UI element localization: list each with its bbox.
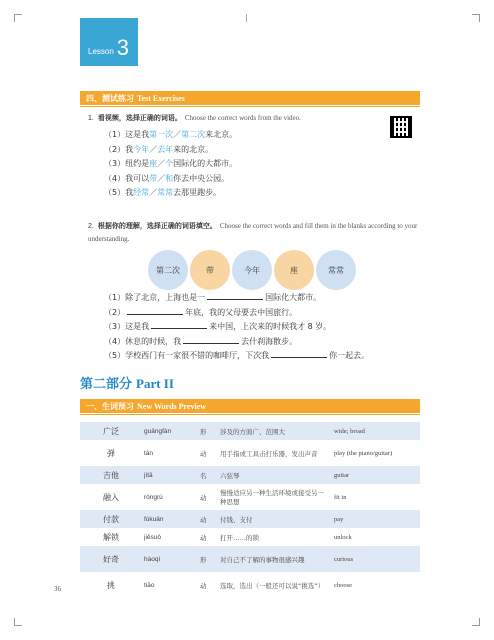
option-b[interactable]: 第二次	[181, 130, 206, 139]
vocab-definition: 涉及的方面广、范围大	[218, 422, 332, 440]
vocab-pos: 动	[200, 449, 207, 458]
vocab-pinyin: róngrù	[144, 493, 163, 501]
section-title-en: New Words Preview	[137, 401, 207, 411]
crop-mark-bottom-left	[14, 618, 22, 626]
crop-mark-bottom-right	[472, 618, 480, 626]
section-header-test-exercises	[80, 91, 420, 105]
section-title-cn: 四、测试练习	[86, 93, 134, 103]
vocab-english: curious	[332, 546, 420, 572]
option-b[interactable]: 常常	[157, 188, 174, 197]
vocab-english: unlock	[334, 533, 352, 541]
fill-blank[interactable]	[127, 307, 183, 315]
vocab-english: choose	[334, 581, 353, 589]
question-en: Choose the correct words and fill them in the blanks according to your understanding.	[88, 222, 418, 243]
question-cn: 根据你的理解，选择正确的词语填空。	[97, 222, 217, 230]
vocab-definition: 六弦琴	[218, 466, 332, 484]
vocab-definition: 慢慢适应另一种生活环境或接受另一种思想	[220, 489, 324, 506]
vocab-pinyin: guǎngfàn	[142, 422, 198, 440]
vocab-pinyin: tiāo	[144, 581, 155, 589]
vocab-english: wide; broad	[332, 422, 420, 440]
vocab-pinyin: tán	[144, 449, 154, 457]
list-item: （4）休息的时候，我 去什刹海散步。	[104, 336, 298, 346]
vocab-word: 好奇	[80, 546, 142, 572]
table-row	[80, 484, 420, 510]
vocab-english: guitar	[332, 466, 420, 484]
word-bank-item[interactable]: 第二次	[148, 250, 188, 290]
vocab-definition: 用手指或工具击打乐器，发出声音	[220, 449, 318, 458]
word-bank-item[interactable]: 座	[274, 250, 314, 290]
option-b[interactable]: 和	[165, 173, 174, 183]
fill-blank[interactable]	[271, 350, 327, 358]
fill-blank[interactable]	[207, 292, 263, 300]
vocab-pinyin: hàoqí	[142, 546, 198, 572]
question-1-title	[88, 112, 418, 125]
option-a[interactable]: 座	[149, 159, 158, 168]
question-2-title	[88, 220, 418, 245]
table-row	[80, 528, 420, 546]
table-row	[80, 572, 420, 598]
question-1-items	[104, 128, 237, 201]
question-en: Choose the correct words from the video.	[184, 114, 301, 122]
vocab-english: pay	[332, 510, 420, 528]
vocab-word: 弹	[107, 448, 115, 458]
vocab-pos: 动	[200, 493, 207, 502]
vocab-word: 广泛	[80, 422, 142, 440]
vocab-english: play (the piano/guitar)	[334, 449, 393, 457]
option-a[interactable]: 今年	[133, 144, 150, 154]
lesson-number: 3	[116, 35, 130, 60]
section-header-new-words	[80, 399, 420, 413]
vocab-pos: 动	[198, 510, 218, 528]
list-item: （5）学校西门有一家很不错的咖啡厅，下次我 你一起去。	[104, 351, 370, 360]
vocab-pos: 名	[198, 466, 218, 484]
question-number: 2.	[88, 223, 94, 230]
list-item: （1）这是我第一次／第二次来北京。	[104, 130, 238, 139]
lesson-word: Lesson	[88, 47, 114, 56]
table-row	[80, 440, 420, 466]
word-bank-item[interactable]: 常常	[316, 250, 356, 290]
vocab-definition: 对自己不了解的事物很感兴趣	[218, 546, 332, 572]
vocab-pinyin: fùkuǎn	[142, 510, 198, 528]
crop-mark-top-right	[472, 14, 480, 22]
vocab-word: 付款	[80, 510, 142, 528]
option-b[interactable]: 个	[165, 159, 174, 168]
page-number: 36	[54, 585, 61, 593]
vocab-word: 解锁	[103, 532, 119, 542]
part-title-en: Part II	[136, 376, 174, 391]
vocab-pos: 形	[198, 422, 218, 440]
word-bank-item[interactable]: 带	[190, 250, 230, 290]
table-row	[80, 422, 420, 440]
list-item: （5）我经常／常常去那里跑步。	[104, 188, 222, 197]
vocab-table	[80, 422, 420, 598]
vocab-pos: 形	[198, 546, 218, 572]
option-a[interactable]: 第一次	[149, 130, 174, 139]
vocab-word: 挑	[107, 580, 115, 590]
vocab-english: fit in	[334, 493, 347, 501]
option-a[interactable]: 带	[149, 173, 158, 183]
vocab-pinyin: jiěsuǒ	[144, 533, 161, 541]
vocab-pos: 动	[200, 581, 207, 590]
vocab-pinyin: jítā	[142, 466, 198, 484]
question-cn: 看视频，选择正确的词语。	[97, 114, 182, 122]
fill-blank[interactable]	[151, 321, 207, 329]
option-b[interactable]: 去年	[157, 144, 174, 154]
list-item: （2）我今年／去年来的北京。	[104, 144, 214, 154]
vocab-definition: 选取，选出（一般还可以说“挑选”）	[220, 581, 325, 590]
table-row	[80, 546, 420, 572]
crop-mark-center	[246, 14, 247, 22]
list-item: （3）纽约是座／个国际化的大都市。	[104, 159, 238, 168]
part-title	[80, 373, 174, 392]
vocab-pos: 动	[200, 533, 207, 542]
vocab-word: 吉他	[80, 466, 142, 484]
vocab-definition: 付钱、支付	[218, 510, 332, 528]
fill-blank[interactable]	[183, 336, 239, 344]
crop-mark-top-left	[14, 14, 22, 22]
list-item: （1）除了北京，上海也是一 国际化大都市。	[104, 293, 322, 302]
table-row	[80, 466, 420, 484]
section-title-cn: 一、生词预习	[86, 401, 134, 411]
word-bank	[148, 250, 356, 290]
list-item: （2） 年底，我的父母要去中国旅行。	[104, 307, 298, 317]
word-bank-item[interactable]: 今年	[232, 250, 272, 290]
question-number: 1.	[88, 115, 94, 122]
option-a[interactable]: 经常	[133, 188, 150, 197]
vocab-definition: 打开……的锁	[220, 533, 259, 542]
section-title-en: Test Exercises	[137, 93, 185, 103]
part-title-cn: 第二部分	[80, 377, 133, 392]
qr-code-icon[interactable]	[390, 116, 412, 138]
list-item: （3）这是我 来中国，上次来的时候我才 8 岁。	[104, 322, 332, 331]
lesson-tab	[80, 18, 138, 66]
vocab-word: 融入	[103, 492, 119, 502]
list-item: （4）我可以带／和你去中央公园。	[104, 173, 230, 183]
table-row	[80, 510, 420, 528]
question-2-items	[104, 291, 369, 364]
